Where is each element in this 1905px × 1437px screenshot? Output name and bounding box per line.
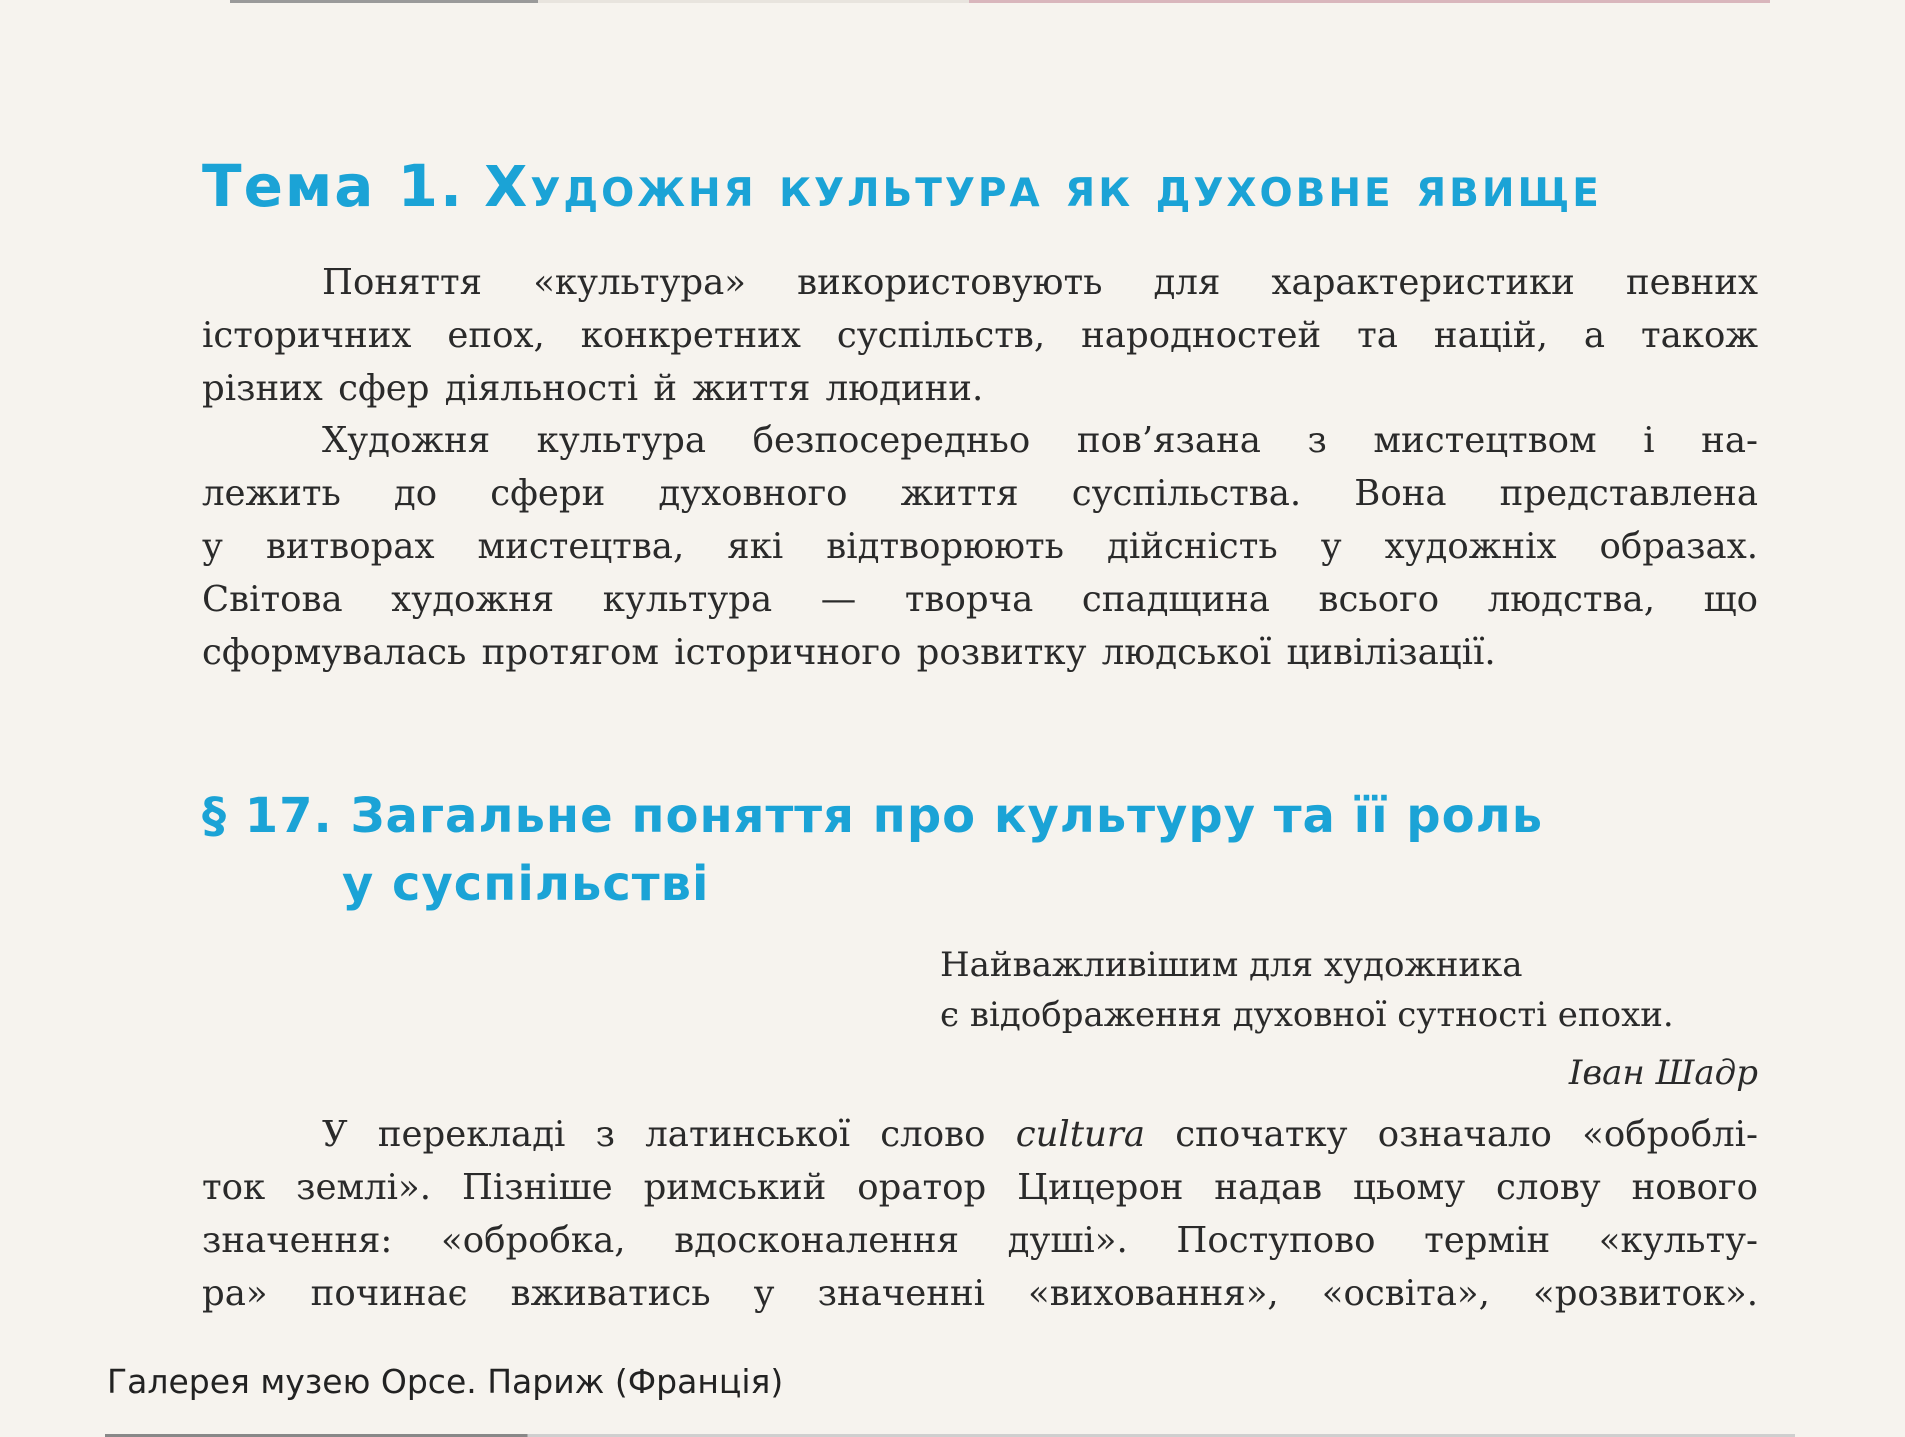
text-segment: спочатку означало «оброблі- — [1145, 1114, 1758, 1155]
paragraph-line: сформувалась протягом історичного розвитку людської цивілізації. — [202, 632, 1496, 673]
paragraph-line: Поняття «культура» використовують для характеристики певних — [322, 262, 1758, 303]
topic-title: Художня культура як духовне явище — [484, 155, 1602, 220]
topic-label: Тема 1. — [202, 152, 465, 220]
paragraph-line: ра» починає вживатись у значенні «виховання», «освіта», «розвиток». — [202, 1273, 1758, 1314]
paragraph-line: різних сфер діяльності й життя людини. — [202, 368, 984, 409]
latin-term: cultura — [1015, 1114, 1146, 1155]
paragraph-line: Світова художня культура — творча спадщина всього людства, що — [202, 579, 1758, 620]
paragraph-line: ток землі». Пізніше римський оратор Цицерон надав цьому слову нового — [202, 1167, 1758, 1208]
paragraph-etymology — [202, 1108, 1758, 1320]
section-heading-line: § 17. Загальне поняття про культуру та її роль — [202, 788, 1544, 844]
epigraph-line: Найважливішим для художника — [940, 945, 1523, 985]
paragraph-line — [202, 1108, 1758, 1161]
text-segment: У перекладі з латинської слово — [322, 1114, 1016, 1155]
paragraph-line: у витворах мистецтва, які відтворюють дійсність у художніх образах. — [202, 526, 1758, 567]
topic-heading — [202, 152, 1602, 220]
image-caption: Галерея музею Орсе. Париж (Франція) — [107, 1362, 784, 1401]
paragraph-line: Художня культура безпосередньо пов’язана з мистецтвом і на- — [322, 420, 1758, 461]
paragraph-culture-definition — [202, 256, 1758, 415]
epigraph — [940, 940, 1758, 1098]
paragraph-artistic-culture — [202, 414, 1758, 679]
top-divider — [230, 0, 1770, 3]
paragraph-line: історичних епох, конкретних суспільств, народностей та націй, а також — [202, 315, 1758, 356]
paragraph-line: значення: «обробка, вдосконалення душі». Поступово термін «культу- — [202, 1220, 1758, 1261]
section-heading — [202, 782, 1543, 918]
epigraph-author: Іван Шадр — [1568, 1053, 1758, 1093]
paragraph-line: лежить до сфери духовного життя суспільства. Вона представлена — [202, 473, 1758, 514]
epigraph-line: є відображення духовної сутності епохи. — [940, 995, 1674, 1035]
section-heading-line: у суспільстві — [342, 856, 710, 912]
